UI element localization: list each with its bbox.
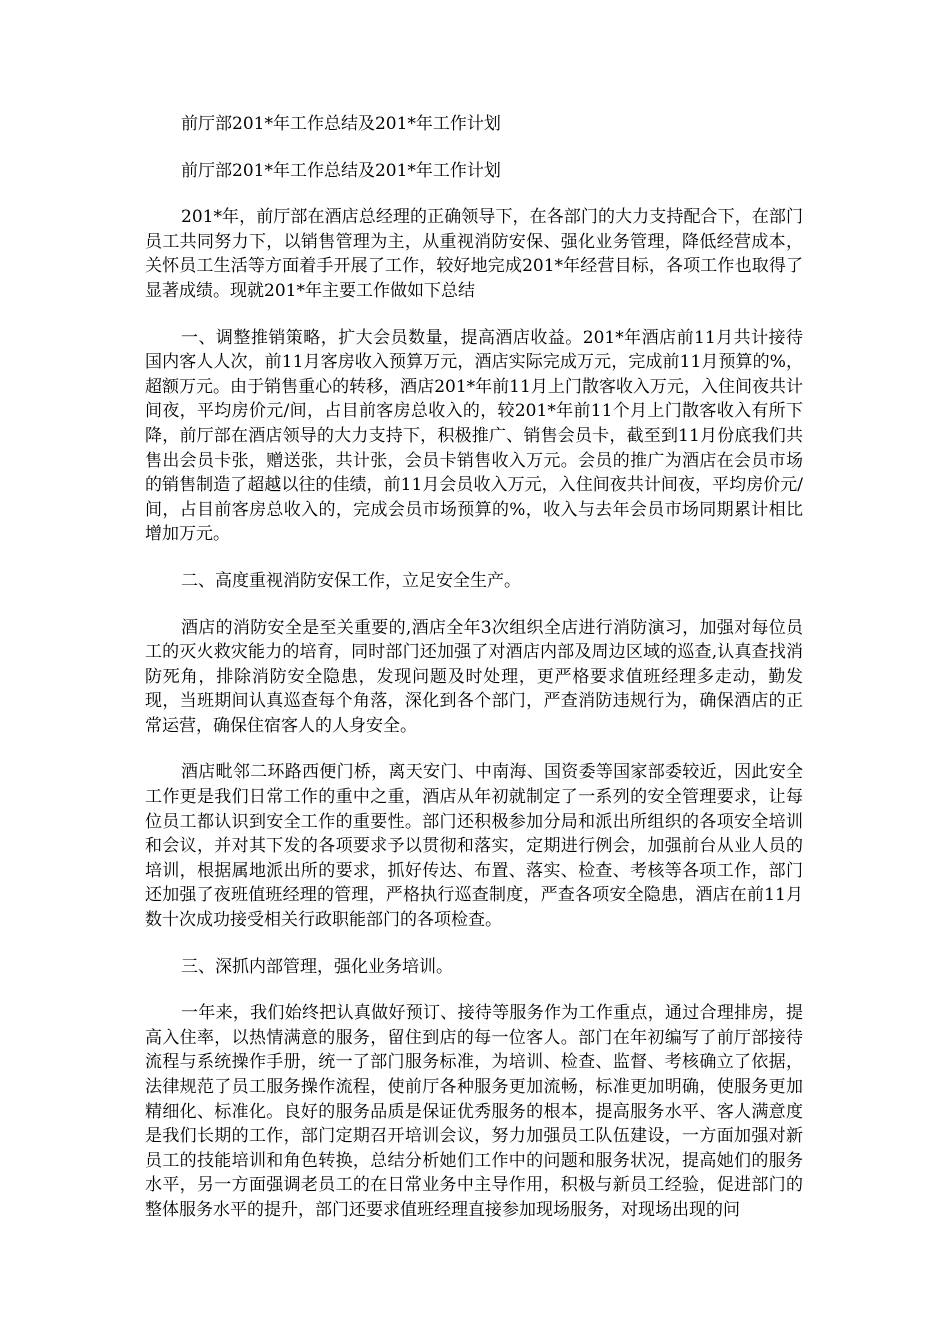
document-title: 前厅部201*年工作总结及201*年工作计划	[181, 114, 501, 134]
section-3-paragraph-1: 一年来，我们始终把认真做好预订、接待等服务作为工作重点，通过合理排房，提高入住率，以热情满意的服务，留住到店的每一位客人。部门在年初编写了前厅部接待流程与系统操作手册，统一了部门服务标准，为培训、检查、监督、考核确立了依据，法律规范了员工服务操作流程，使前厅各种服务更加流畅，标准更加明确，使服务更加精细化、标准化。良好的服务品质是保证优秀服务的根本，提高服务水平、客人满意度是我们长期的工作，部门定期召开培训会议，努力加强员工队伍建设，一方面加强对新员工的技能培训和角色转换，总结分析她们工作中的问题和服务状况，提高她们的服务水平，另一方面强调老员工的在日常业务中主导作用，积极与新员工经验，促进部门的整体服务水平的提升，部门还要求值班经理直接参加现场服务，对现场出现的问	[145, 1003, 803, 1220]
document-subtitle: 前厅部201*年工作总结及201*年工作计划	[181, 160, 501, 181]
section-2-paragraph-2: 酒店毗邻二环路西便门桥，离天安门、中南海、国资委等国家部委较近，因此安全工作更是我们日常工作的重中之重，酒店从年初就制定了一系列的安全管理要求，让每位员工都认识到安全工作的重要性。部门还积极参加分局和派出所组织的各项安全培训和会议，并对其下发的各项要求予以贯彻和落实，定期进行例会，加强前台从业人员的培训，根据属地派出所的要求，抓好传达、布置、落实、检查、考核等各项工作，部门还加强了夜班值班经理的管理，严格执行巡查制度，严查各项安全隐患，酒店在前11月数十次成功接受相关行政职能部门的各项检查。	[145, 762, 803, 931]
document-page	[145, 112, 803, 1245]
intro-paragraph: 201*年，前厅部在酒店总经理的正确领导下，在各部门的大力支持配合下，在部门员工共同努力下，以销售管理为主，从重视消防安保、强化业务管理，降低经营成本，关怀员工生活等方面着手开展了工作，较好地完成201*年经营目标，各项工作也取得了显著成绩。现就201*年主要工作做如下总结	[145, 207, 803, 301]
section-3-heading: 三、深抓内部管理，强化业务培训。	[181, 956, 453, 977]
section-2-heading: 二、高度重视消防安保工作，立足安全生产。	[181, 570, 521, 591]
section-1-paragraph: 一、调整推销策略，扩大会员数量，提高酒店收益。201*年酒店前11月共计接待国内客人人次，前11月客房收入预算万元，酒店实际完成万元，完成前11月预算的%，超额万元。由于销售重心的转移，酒店201*年前11月上门散客收入万元，入住间夜共计间夜，平均房价元/间，占目前客房总收入的，较201*年前11个月上门散客收入有所下降，前厅部在酒店领导的大力支持下，积极推广、销售会员卡，截至到11月份底我们共售出会员卡张，赠送张，共计张，会员卡销售收入万元。会员的推广为酒店在会员市场的销售制造了超越以往的佳绩，前11月会员收入万元，入住间夜共计间夜，平均房价元/间，占目前客房总收入的，完成会员市场预算的%，收入与去年会员市场同期累计相比增加万元。	[145, 327, 803, 545]
section-2-paragraph-1: 酒店的消防安全是至关重要的,酒店全年3次组织全店进行消防演习，加强对每位员工的灭火救灾能力的培育，同时部门还加强了对酒店内部及周边区域的巡查,认真查找消防死角，排除消防安全隐患，发现问题及时处理，更严格要求值班经理多走动，勤发现，当班期间认真巡查每个角落，深化到各个部门，严查消防违规行为，确保酒店的正常运营，确保住宿客人的人身安全。	[145, 617, 803, 736]
